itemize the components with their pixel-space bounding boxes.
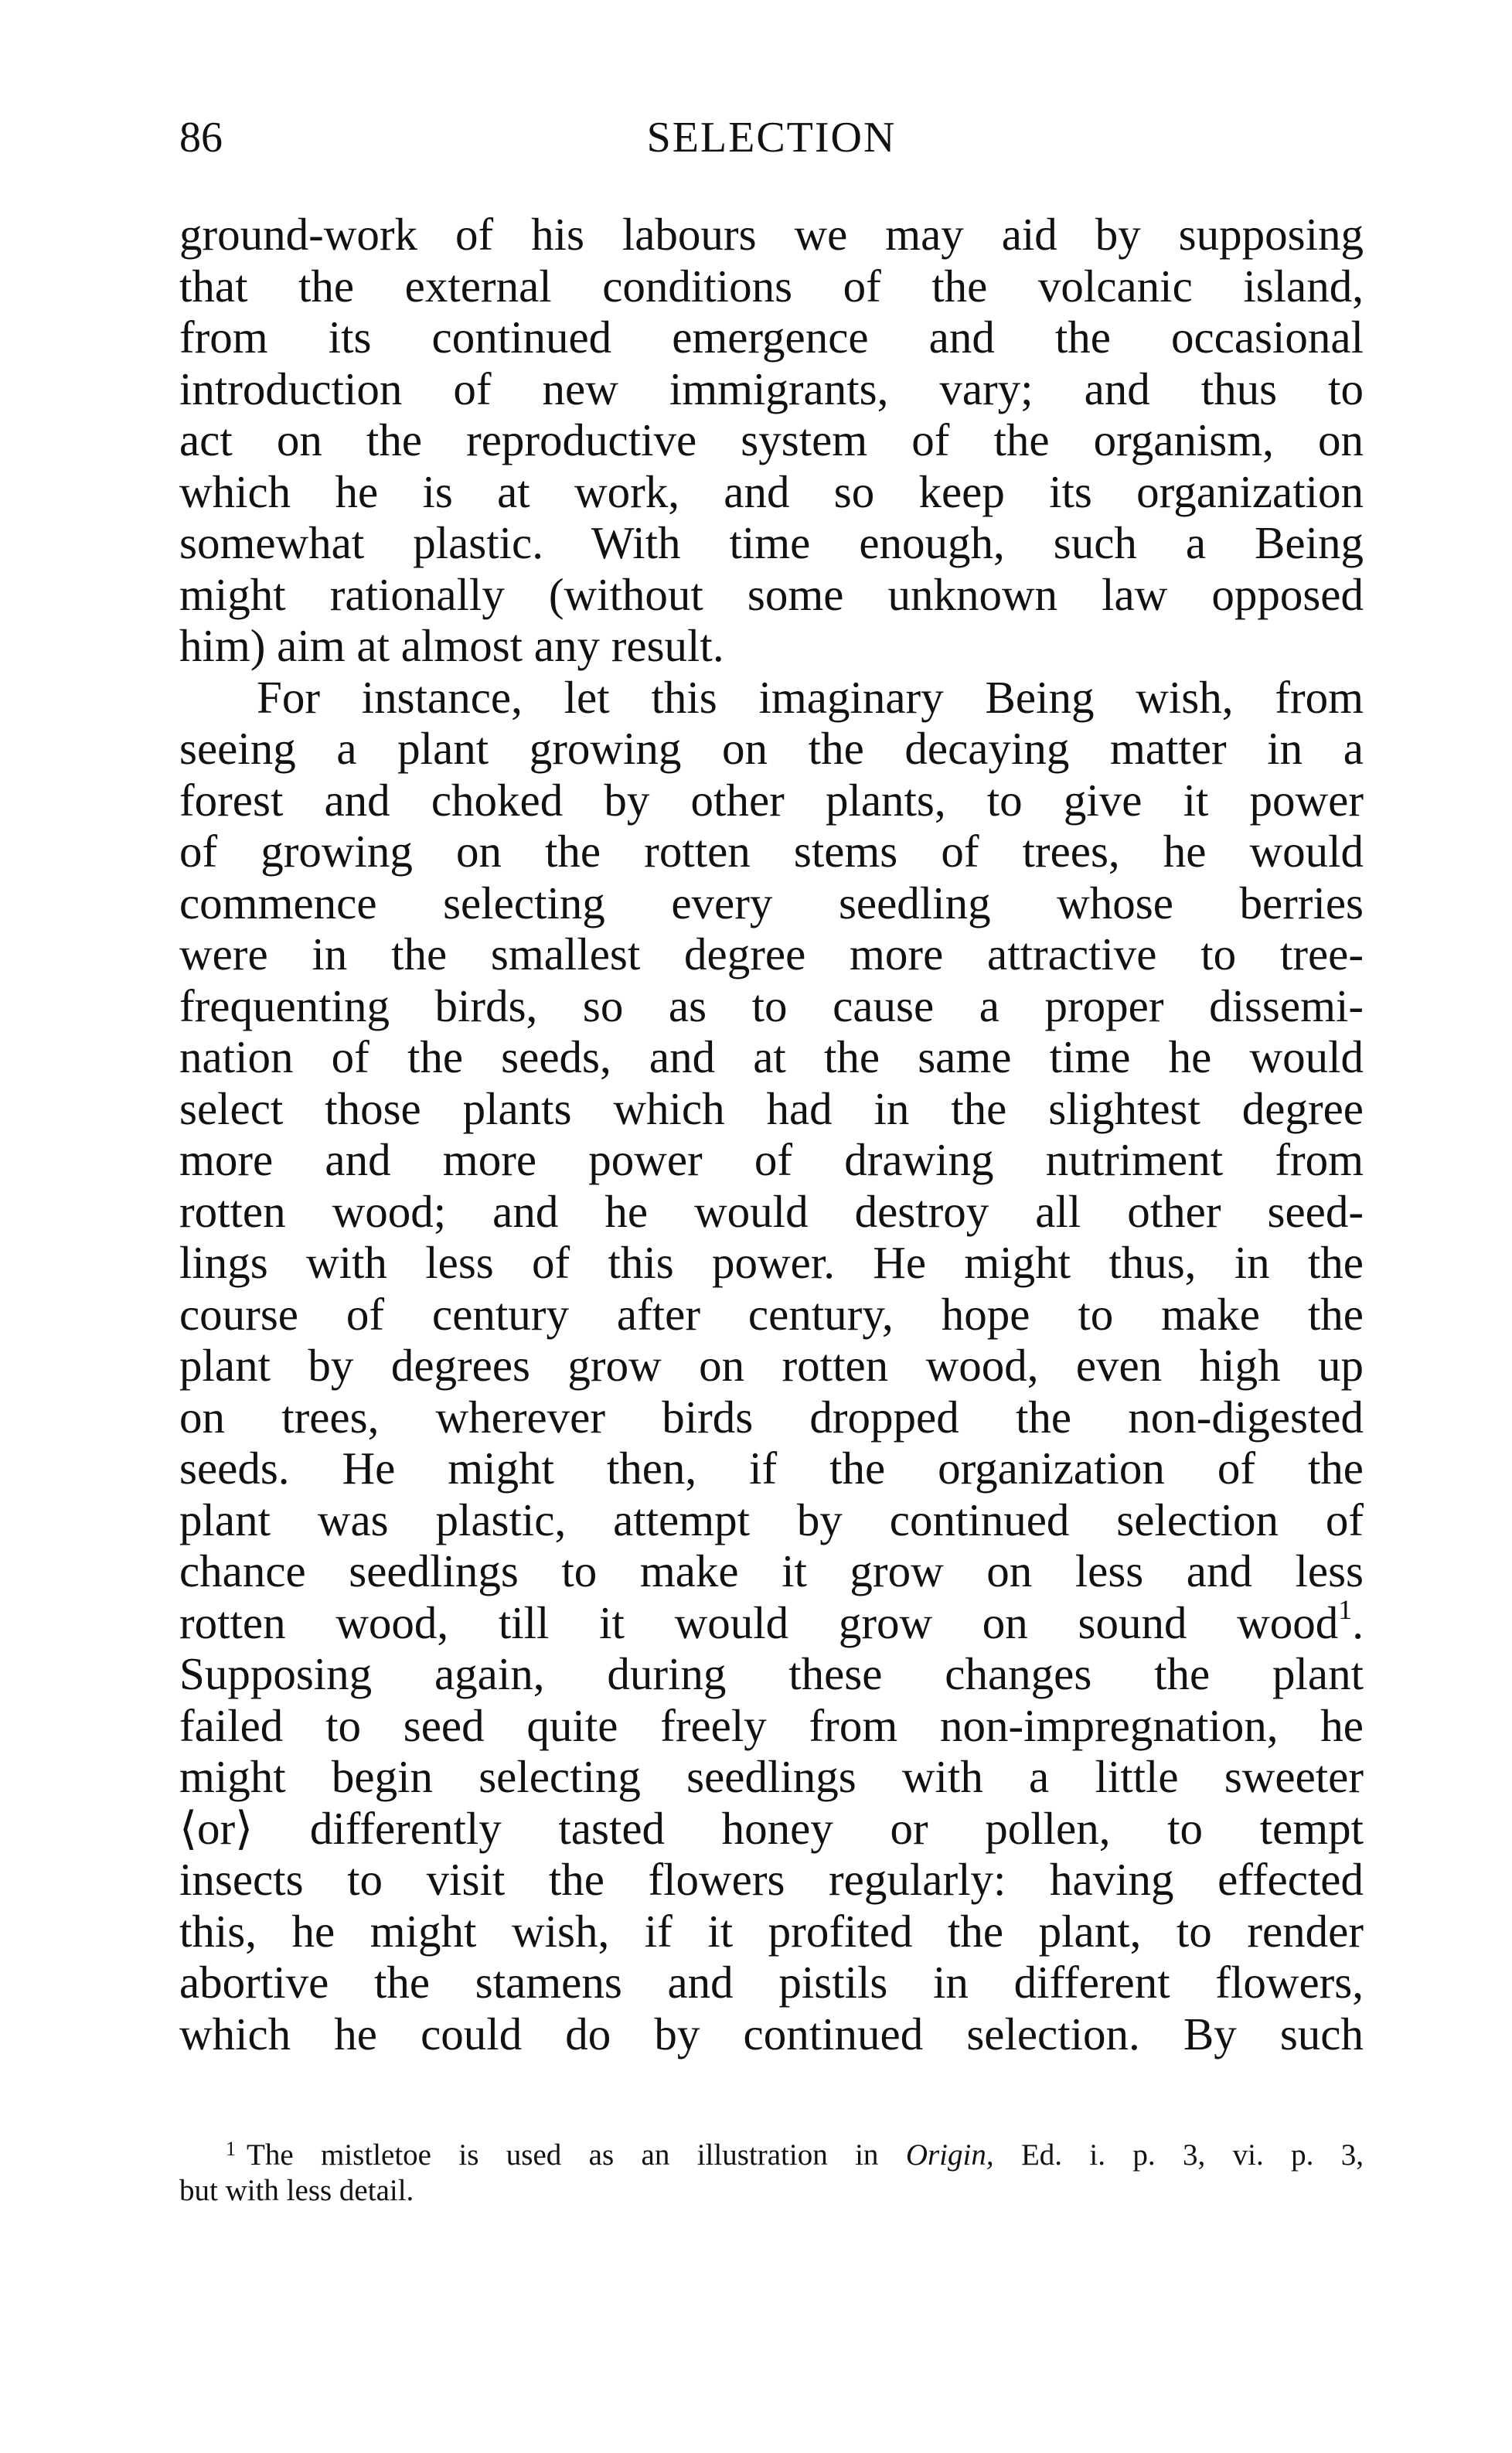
- text-line: abortive the stamens and pistils in different flowers,: [179, 1957, 1364, 2008]
- page-header: [179, 107, 1364, 169]
- text-line: chance seedlings to make it grow on less and less: [179, 1545, 1364, 1596]
- text-line: plant by degrees grow on rotten wood, even high up: [179, 1340, 1364, 1391]
- text-line: might rationally (without some unknown law opposed: [179, 568, 1364, 620]
- footnote-line: but with less detail.: [179, 2174, 414, 2207]
- footnote-work-title: Origin,: [905, 2138, 994, 2172]
- text-line: lings with less of this power. He might thus, in the: [179, 1237, 1364, 1288]
- main-text: [179, 209, 1364, 2059]
- text-line-content: rotten wood, till it would grow on sound wood: [179, 1596, 1339, 1648]
- paragraph-end-line: him) aim at almost any result.: [179, 620, 724, 671]
- text-line: which he could do by continued selection. By such: [179, 2008, 1364, 2059]
- text-line: nation of the seeds, and at the same time he would: [179, 1031, 1364, 1082]
- text-line: seeds. He might then, if the organization of the: [179, 1443, 1364, 1494]
- text-line: course of century after century, hope to make the: [179, 1288, 1364, 1340]
- text-line-with-footnote-ref: [179, 1593, 1364, 1649]
- text-line: which he is at work, and so keep its organization: [179, 465, 1364, 517]
- text-line: on trees, wherever birds dropped the non-digested: [179, 1391, 1364, 1443]
- text-line: ⟨or⟩ differently tasted honey or pollen, to tempt: [179, 1802, 1364, 1854]
- footnote-line: [179, 2138, 1364, 2173]
- footnote-citation: Ed. i. p. 3, vi. p. 3,: [1020, 2138, 1364, 2172]
- text-line: Supposing again, during these changes the plant: [179, 1648, 1364, 1699]
- text-line: frequenting birds, so as to cause a proper dissemi-: [179, 979, 1364, 1031]
- text-line: from its continued emergence and the occasional: [179, 312, 1364, 363]
- text-line: plant was plastic, attempt by continued selection of: [179, 1494, 1364, 1545]
- text-line: select those plants which had in the slightest degree: [179, 1082, 1364, 1134]
- footnote-text: The mistletoe is used as an illustration in: [247, 2138, 879, 2172]
- text-line: were in the smallest degree more attractive to tree-: [179, 928, 1364, 979]
- footnote: [179, 2138, 1364, 2209]
- footnote-reference: 1: [1338, 1593, 1353, 1625]
- text-line: rotten wood; and he would destroy all other seed-: [179, 1185, 1364, 1237]
- text-line: ground-work of his labours we may aid by supposing: [179, 209, 1364, 260]
- text-line: act on the reproductive system of the organism, on: [179, 414, 1364, 465]
- text-line: insects to visit the flowers regularly: having effected: [179, 1854, 1364, 1905]
- running-head: SELECTION: [646, 114, 897, 162]
- text-line: seeing a plant growing on the decaying matter in a: [179, 723, 1364, 774]
- footnote-marker: 1: [226, 2138, 236, 2160]
- text-line: somewhat plastic. With time enough, such a Being: [179, 517, 1364, 568]
- text-line: of growing on the rotten stems of trees, he would: [179, 826, 1364, 877]
- text-line: that the external conditions of the volcanic island,: [179, 260, 1364, 312]
- text-line: commence selecting every seedling whose berries: [179, 877, 1364, 928]
- footnote-reference-punctuation: .: [1352, 1596, 1364, 1648]
- page-number: 86: [179, 114, 223, 162]
- text-line: forest and choked by other plants, to give it power: [179, 774, 1364, 826]
- text-line: this, he might wish, if it profited the plant, to render: [179, 1905, 1364, 1957]
- text-line: failed to seed quite freely from non-impregnation, he: [179, 1699, 1364, 1751]
- text-line: more and more power of drawing nutriment from: [179, 1134, 1364, 1185]
- text-line: introduction of new immigrants, vary; and thus to: [179, 363, 1364, 414]
- text-line: might begin selecting seedlings with a little sweeter: [179, 1751, 1364, 1802]
- paragraph-start-line: For instance, let this imaginary Being wish, from: [257, 671, 1364, 723]
